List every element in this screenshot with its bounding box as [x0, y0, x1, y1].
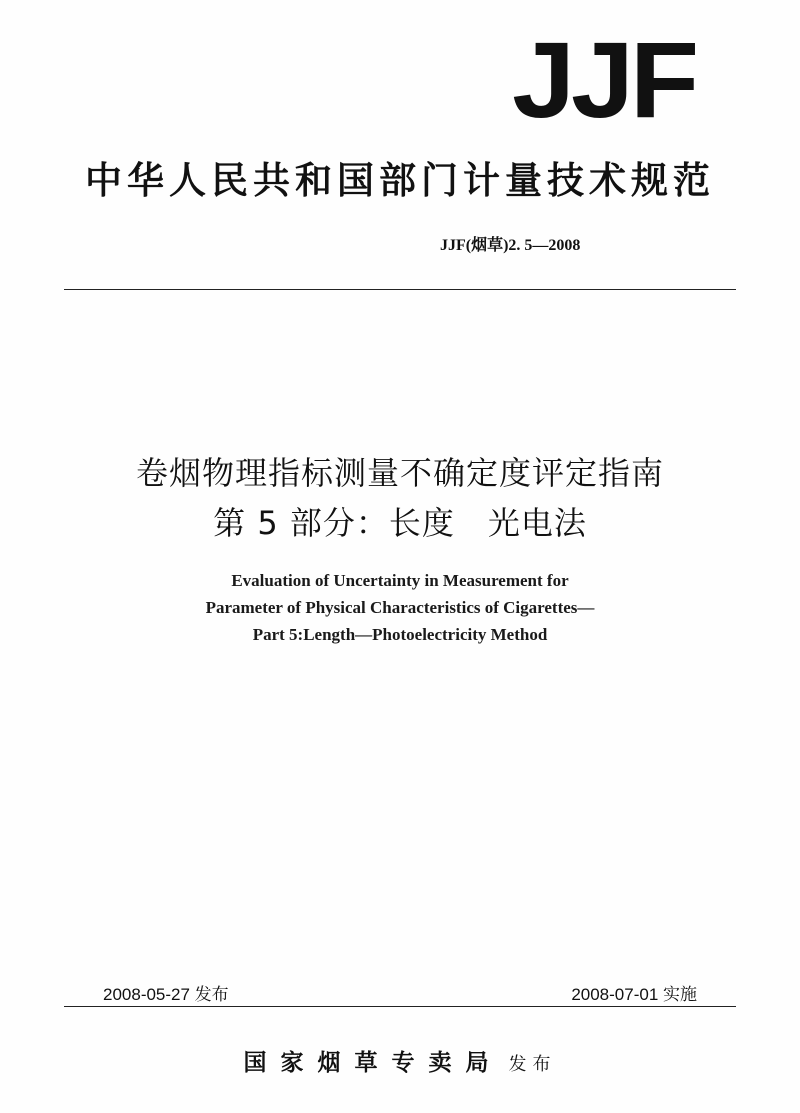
issuer-action: 发布: [508, 1054, 557, 1075]
issue-date: 2008-05-27 发布: [103, 985, 229, 1004]
jjf-logo: JJF: [512, 19, 695, 140]
implementation-date: 2008-07-01 实施: [571, 985, 697, 1004]
top-divider: [64, 289, 736, 290]
title-en-line2: Parameter of Physical Characteristics of Cigarettes—: [205, 598, 595, 617]
authority-title: 中华人民共和国部门计量技术规范: [85, 158, 715, 202]
title-en-line3: Part 5:Length—Photoelectricity Method: [252, 625, 548, 644]
standard-code: JJF(烟草)2. 5—2008: [440, 237, 581, 254]
issuer-line: [0, 1044, 800, 1077]
title-en-line1: Evaluation of Uncertainty in Measurement for: [231, 571, 569, 590]
bottom-divider: [64, 1006, 736, 1007]
title-zh-line2: 第 5 部分：长度 光电法: [213, 504, 587, 542]
title-zh-line1: 卷烟物理指标测量不确定度评定指南: [135, 454, 664, 492]
issuer-org: 国家烟草专卖局: [243, 1049, 503, 1076]
